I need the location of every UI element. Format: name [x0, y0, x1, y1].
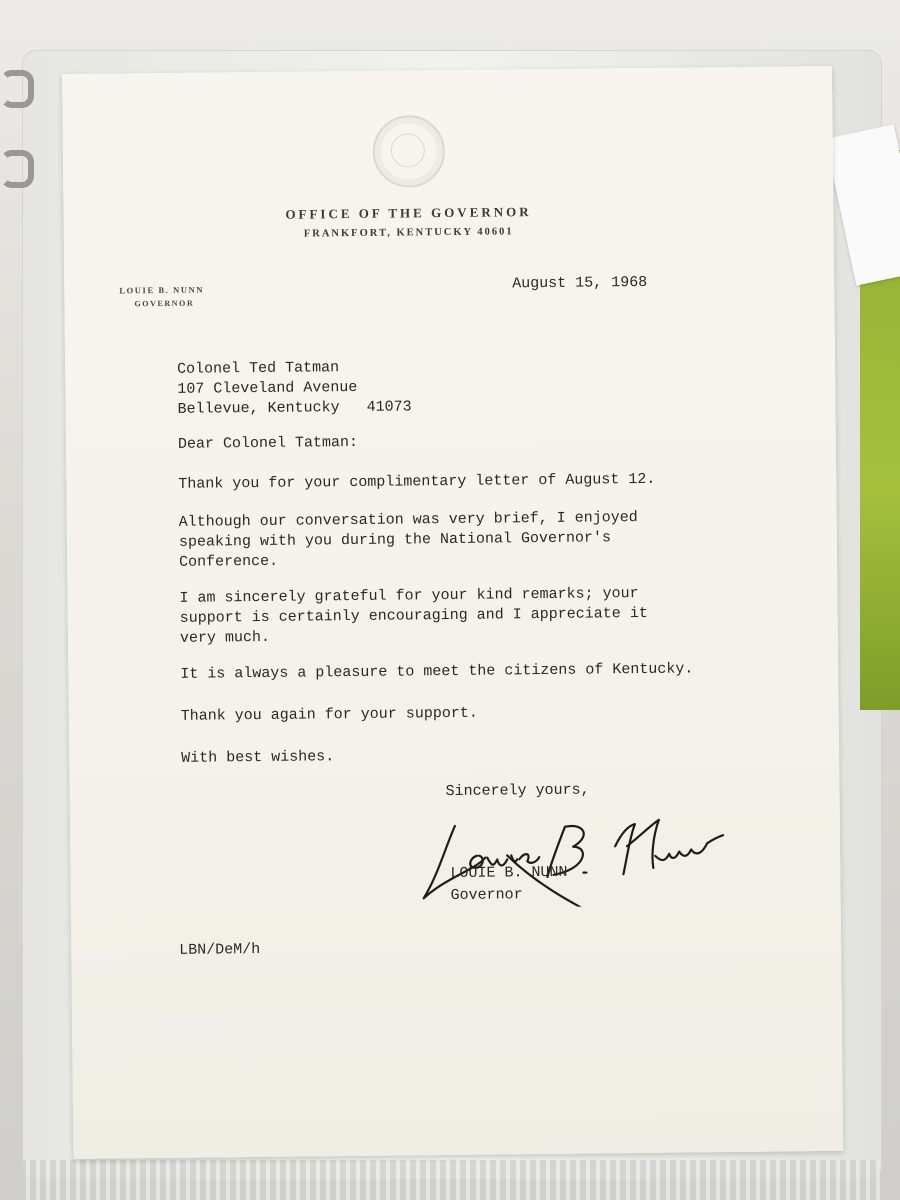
paragraph: It is always a pleasure to meet the citizens of Kentucky.	[180, 660, 694, 683]
paragraph: With best wishes.	[181, 748, 335, 767]
paragraph: Although our conversation was very brief, I enjoyed speaking with you during the National Governor's Conference.	[178, 509, 638, 571]
letter-page	[62, 66, 843, 1159]
letterhead-governor-title: GOVERNOR	[134, 298, 195, 309]
binder-ring	[0, 70, 34, 108]
letterhead-office: OFFICE OF THE GOVERNOR	[285, 204, 532, 222]
binder-ring	[0, 150, 34, 188]
signer-name: LOUIE B. NUNN	[450, 863, 568, 883]
recipient-line: 107 Cleveland Avenue	[177, 378, 358, 398]
paragraph: I am sincerely grateful for your kind remarks; your support is certainly encouraging and I appreciate it very much.	[179, 585, 648, 647]
recipient-line: Colonel Ted Tatman	[177, 359, 340, 378]
paragraph: Thank you again for your support.	[180, 704, 478, 725]
letterhead-address: FRANKFORT, KENTUCKY 40601	[303, 226, 514, 240]
reference-initials: LBN/DeM/h	[179, 941, 261, 959]
signer-title: Governor	[450, 886, 523, 905]
closing: Sincerely yours,	[445, 781, 590, 801]
letter-date: August 15, 1968	[512, 273, 648, 293]
sleeve-edge	[20, 1160, 880, 1200]
recipient-line: Bellevue, Kentucky 41073	[177, 398, 412, 418]
recipient-address	[177, 357, 412, 419]
paragraph: Thank you for your complimentary letter of August 12.	[178, 470, 656, 493]
embossed-seal-icon	[372, 115, 445, 188]
salutation: Dear Colonel Tatman:	[177, 433, 359, 453]
letterhead-governor-name: LOUIE B. NUNN	[119, 284, 205, 296]
